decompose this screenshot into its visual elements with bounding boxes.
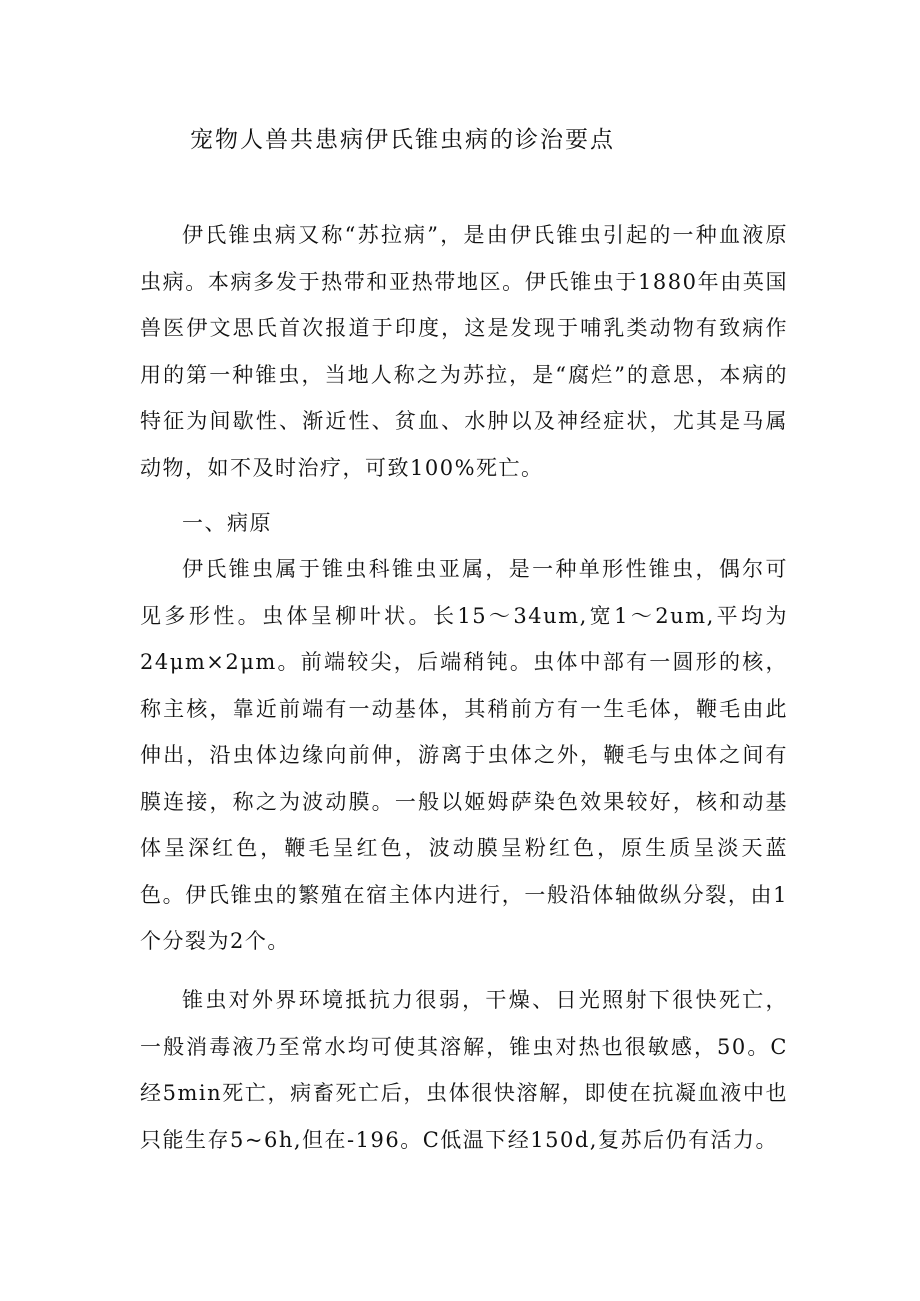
section-heading-pathogen: 一、病原 <box>182 511 272 535</box>
paragraph-resistance-block <box>140 977 788 1163</box>
paragraph-resistance: 锥虫对外界环境抵抗力很弱，干燥、日光照射下很快死亡，一般消毒液乃至常水均可使其溶解，锥虫对热也很敏感，50。C经5min死亡，病畜死亡后，虫体很快溶解，即使在抗凝血液中也只能生存5~6h,但在-196。C低温下经150d,复苏后仍有活力。 <box>140 988 788 1152</box>
document-title: 宠物人兽共患病伊氏锥虫病的诊治要点 <box>190 127 615 153</box>
paragraph-intro-block <box>140 212 788 491</box>
section-heading-block <box>140 500 788 547</box>
paragraph-pathogen-block <box>140 546 788 965</box>
paragraph-pathogen: 伊氏锥虫属于锥虫科锥虫亚属，是一种单形性锥虫，偶尔可见多形性。虫体呈柳叶状。长15～34um,宽1～2um,平均为24μm×2μm。前端较尖，后端稍钝。虫体中部有一圆形的核，称主核，靠近前端有一动基体，其稍前方有一生毛体，鞭毛由此伸出，沿虫体边缘向前伸，游离于虫体之外，鞭毛与虫体之间有膜连接，称之为波动膜。一般以姬姆萨染色效果较好，核和动基体呈深红色，鞭毛呈红色，波动膜呈粉红色，原生质呈淡天蓝色。伊氏锥虫的繁殖在宿主体内进行，一般沿体轴做纵分裂，由1个分裂为2个。 <box>140 557 788 953</box>
paragraph-intro: 伊氏锥虫病又称“苏拉病”，是由伊氏锥虫引起的一种血液原虫病。本病多发于热带和亚热带地区。伊氏锥虫于1880年由英国兽医伊文思氏首次报道于印度，这是发现于哺乳类动物有致病作用的第一种锥虫，当地人称之为苏拉，是“腐烂”的意思，本病的特征为间歇性、渐近性、贫血、水肿以及神经症状，尤其是马属动物，如不及时治疗，可致100%死亡。 <box>140 223 788 480</box>
